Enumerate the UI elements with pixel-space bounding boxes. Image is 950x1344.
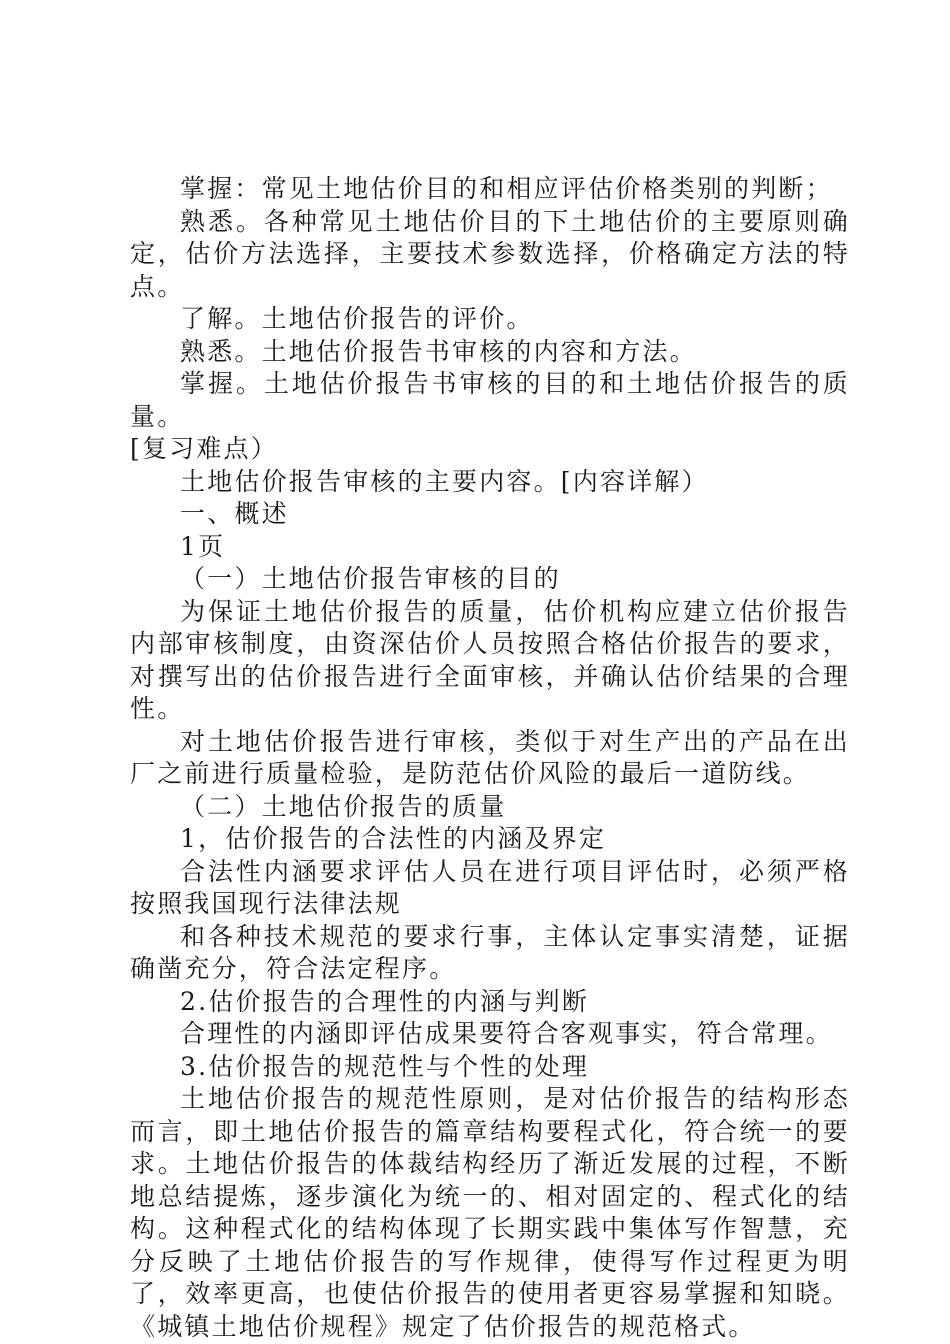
paragraph-master-purpose: 掌握：常见土地估价目的和相应评估价格类别的判断； <box>180 174 833 203</box>
paragraph-legality-1: 合法性内涵要求评估人员在进行项目评估时，必须严格按照我国现行法律法规 <box>130 856 850 918</box>
paragraph-rationality: 合理性的内涵即评估成果要符合客观事实，符合常理。 <box>180 1019 833 1048</box>
subheading-report-quality: （二）土地估价报告的质量 <box>180 791 507 821</box>
item-rationality-heading: 2.估价报告的合理性的内涵与判断 <box>180 986 590 1016</box>
section-heading-review-difficulty: [复习难点） <box>130 434 278 463</box>
paragraph-familiar-principles: 熟悉。各种常见土地估价目的下土地估价的主要原则确定，估价方法选择，主要技术参数选择，价格确定方法的特点。 <box>130 206 850 301</box>
document-body <box>130 173 850 1343</box>
paragraph-main-content: 土地估价报告审核的主要内容。[内容详解） <box>180 466 709 496</box>
section-heading-overview: 一、概述 <box>180 499 289 528</box>
paragraph-legality-2: 和各种技术规范的要求行事，主体认定事实清楚，证据确凿充分，符合法定程序。 <box>130 921 850 983</box>
item-normativity-heading: 3.估价报告的规范性与个性的处理 <box>180 1051 590 1081</box>
paragraph-familiar-review: 熟悉。土地估价报告书审核的内容和方法。 <box>180 336 697 366</box>
paragraph-understand-evaluation: 了解。土地估价报告的评价。 <box>180 304 534 333</box>
paragraph-normativity: 土地估价报告的规范性原则，是对估价报告的结构形态而言，即土地估价报告的篇章结构要程式化，符合统一的要求。土地估价报告的体裁结构经历了渐近发展的过程，不断地总结提炼，逐步演化为统一的、相对固定的、程式化的结构。这种程式化的结构体现了长期实践中集体写作智慧，充分反映了土地估价报告的写作规律，使得写作过程更为明了，效率更高，也使估价报告的使用者更容易掌握和知晓。《城镇土地估价规程》规定了估价报告的规范格式。 <box>130 1084 850 1341</box>
page-marker: 1页 <box>180 531 226 561</box>
paragraph-quality-inspection: 对土地估价报告进行审核，类似于对生产出的产品在出厂之前进行质量检验，是防范估价风险的最后一道防线。 <box>130 726 850 788</box>
subheading-review-purpose: （一）土地估价报告审核的目的 <box>180 564 561 593</box>
paragraph-master-review-purpose: 掌握。土地估价报告书审核的目的和土地估价报告的质量。 <box>130 369 850 431</box>
item-legality-heading: 1，估价报告的合法性的内涵及界定 <box>180 824 607 853</box>
paragraph-internal-review: 为保证土地估价报告的质量，估价机构应建立估价报告内部审核制度，由资深估价人员按照合格估价报告的要求，对撰写出的估价报告进行全面审核，并确认估价结果的合理性。 <box>130 596 850 723</box>
